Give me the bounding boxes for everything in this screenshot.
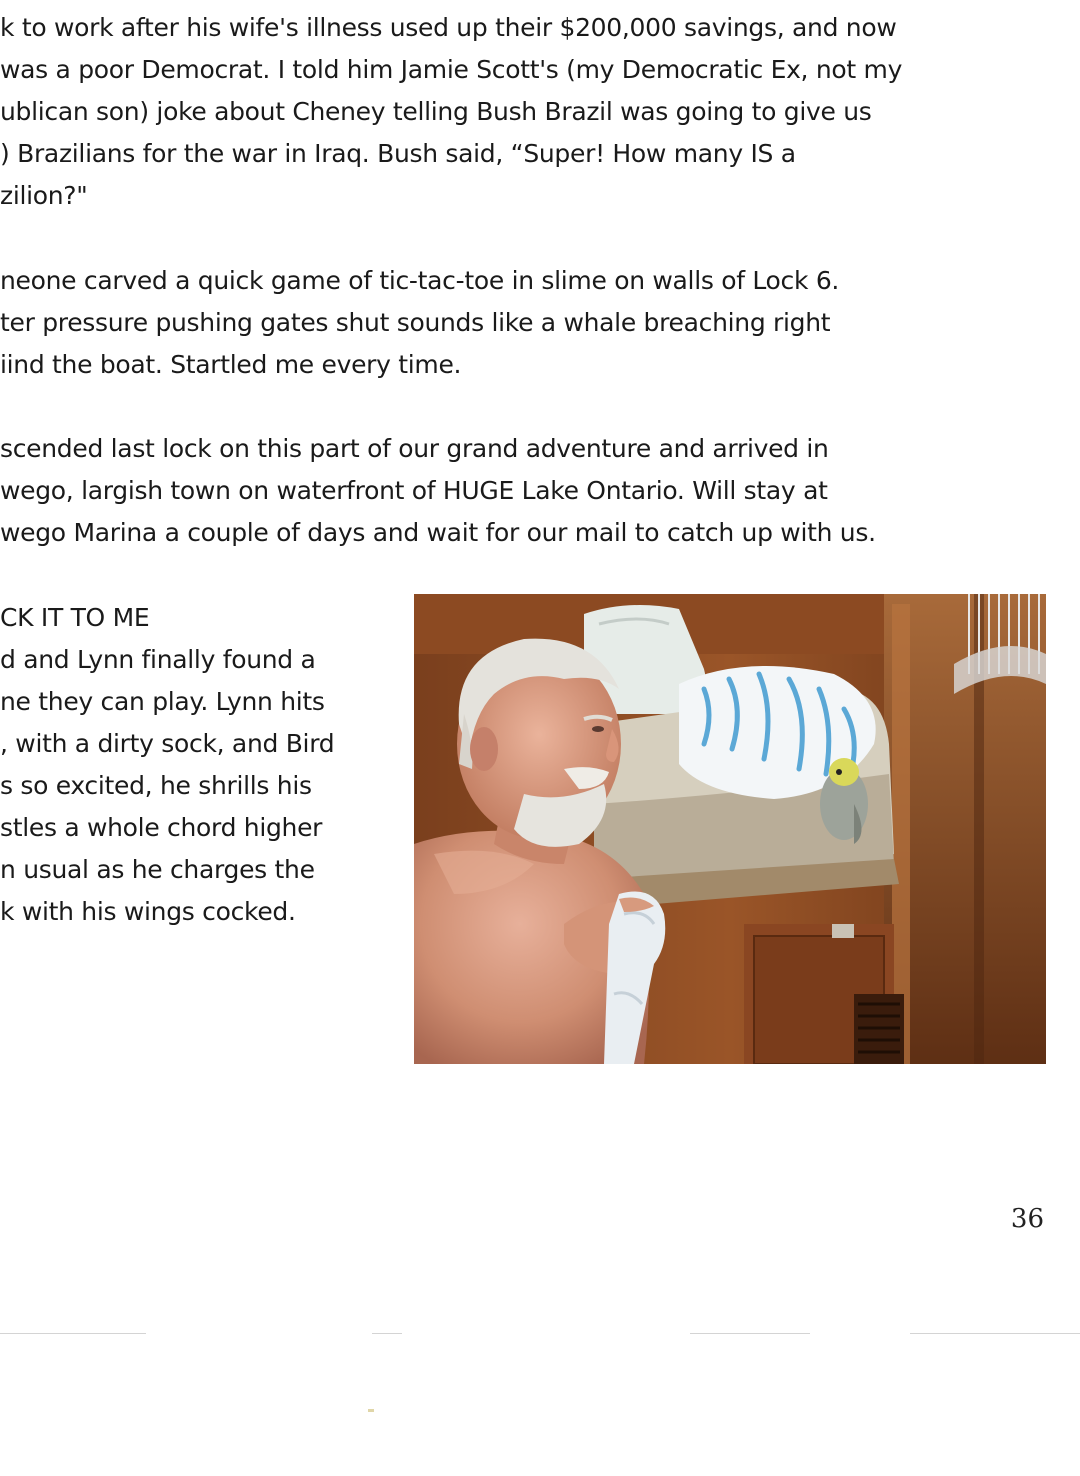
scan-artifact-line bbox=[690, 1333, 810, 1334]
text-line: iind the boat. Startled me every time. bbox=[0, 350, 462, 379]
scan-artifact-line bbox=[0, 1333, 146, 1334]
text-line: d and Lynn finally found a bbox=[0, 645, 316, 674]
text-line: ter pressure pushing gates shut sounds like a whale breaching right bbox=[0, 308, 831, 337]
text-line: k to work after his wife's illness used up their $200,000 savings, and now bbox=[0, 13, 897, 42]
text-line: neone carved a quick game of tic-tac-toe in slime on walls of Lock 6. bbox=[0, 266, 840, 295]
boat-cabin-photo bbox=[414, 594, 1046, 1064]
text-line: ) Brazilians for the war in Iraq. Bush said, “Super! How many IS a bbox=[0, 139, 796, 168]
text-line: scended last lock on this part of our grand adventure and arrived in bbox=[0, 434, 829, 463]
text-line: zilion?" bbox=[0, 181, 88, 210]
text-line: wego, largish town on waterfront of HUGE Lake Ontario. Will stay at bbox=[0, 476, 828, 505]
text-line: n usual as he charges the bbox=[0, 855, 315, 884]
text-line: s so excited, he shrills his bbox=[0, 771, 312, 800]
paragraph-democrat-joke bbox=[0, 7, 902, 217]
text-line: , with a dirty sock, and Bird bbox=[0, 729, 335, 758]
paragraph-lock-6 bbox=[0, 260, 839, 386]
scan-artifact-line bbox=[372, 1333, 402, 1334]
paragraph-oswego-arrival bbox=[0, 428, 876, 554]
text-line: ne they can play. Lynn hits bbox=[0, 687, 325, 716]
paragraph-sock-game bbox=[0, 597, 334, 933]
text-line: stles a whole chord higher bbox=[0, 813, 323, 842]
text-line: k with his wings cocked. bbox=[0, 897, 296, 926]
scan-artifact-mark bbox=[368, 1409, 374, 1412]
page-number: 36 bbox=[1010, 1204, 1044, 1234]
section-heading: CK IT TO ME bbox=[0, 603, 150, 632]
text-line: was a poor Democrat. I told him Jamie Scott's (my Democratic Ex, not my bbox=[0, 55, 903, 84]
text-line: wego Marina a couple of days and wait for our mail to catch up with us. bbox=[0, 518, 876, 547]
scan-artifact-line bbox=[910, 1333, 1080, 1334]
text-line: ublican son) joke about Cheney telling Bush Brazil was going to give us bbox=[0, 97, 872, 126]
